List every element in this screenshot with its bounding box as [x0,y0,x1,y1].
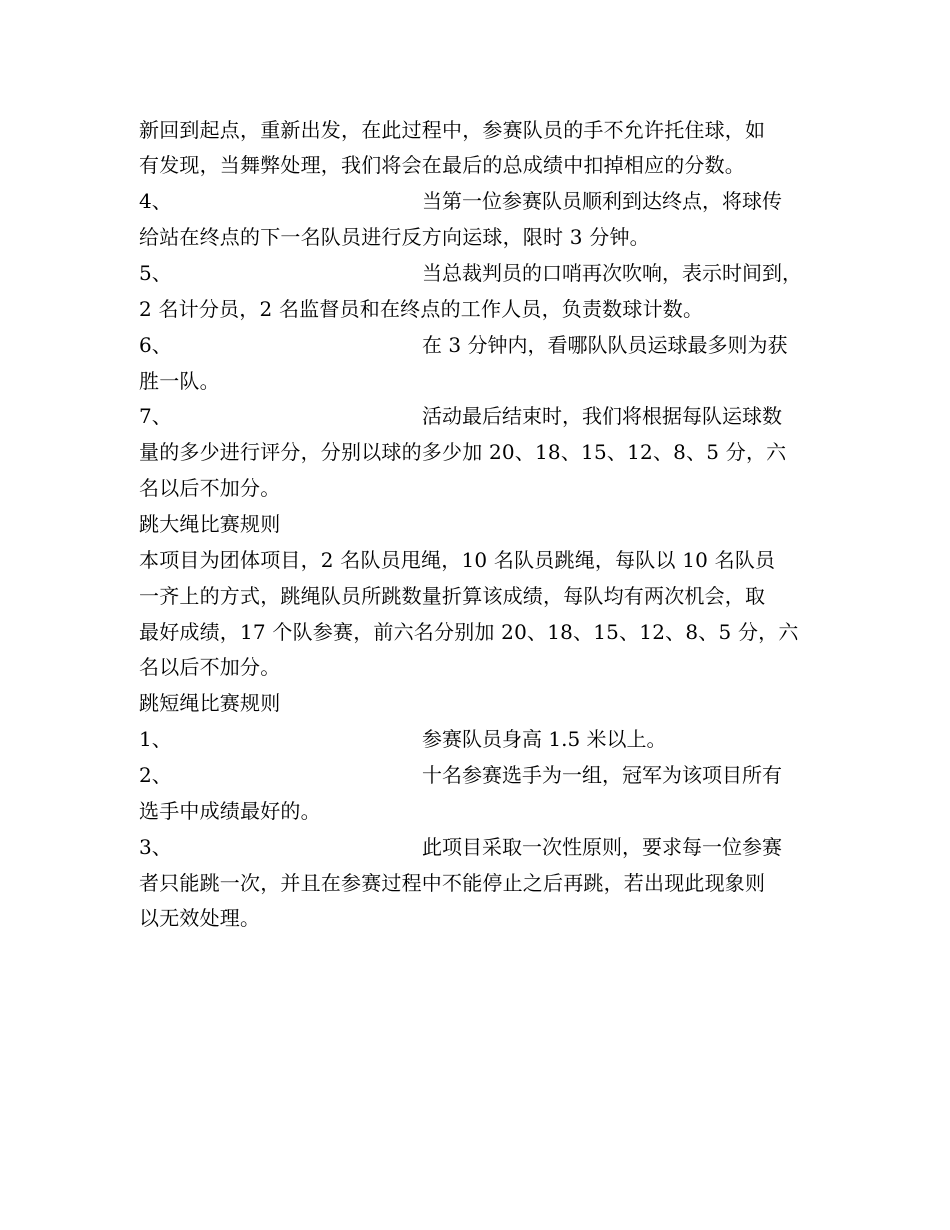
item-number: 4、 [139,189,172,213]
item-number: 1、 [139,727,172,751]
list-item [139,762,819,788]
text-line: 新回到起点，重新出发，在此过程中，参赛队员的手不允许托住球，如 [139,118,766,142]
text-line: 本项目为团体项目，2 名队员甩绳，10 名队员跳绳，每队以 10 名队员 [139,548,776,572]
text-line: 名以后不加分。 [139,655,281,679]
item-text: 参赛队员身高 1.5 米以上。 [422,727,667,751]
item-number: 3、 [139,835,172,859]
text-line: 给站在终点的下一名队员进行反方向运球，限时 3 分钟。 [139,225,650,249]
section-heading: 跳短绳比赛规则 [139,691,281,715]
text-line: 者只能跳一次，并且在参赛过程中不能停止之后再跳，若出现此现象则 [139,871,766,895]
text-line: 一齐上的方式，跳绳队员所跳数量折算该成绩，每队均有两次机会，取 [139,584,766,608]
item-number: 5、 [139,261,172,285]
text-line: 胜一队。 [139,369,220,393]
list-item [139,403,819,429]
text-line: 量的多少进行评分，分别以球的多少加 20、18、15、12、8、5 分，六 [139,440,787,464]
text-line: 名以后不加分。 [139,476,281,500]
item-text: 活动最后结束时，我们将根据每队运球数 [422,404,782,428]
item-text: 此项目采取一次性原则，要求每一位参赛 [422,835,782,859]
list-item [139,834,819,860]
list-item [139,332,819,358]
list-item [139,260,819,286]
list-item [139,188,819,214]
text-line: 以无效处理。 [139,906,261,930]
list-item [139,726,819,752]
item-number: 6、 [139,333,172,357]
item-text: 当总裁判员的口哨再次吹响，表示时间到， [422,261,802,285]
item-number: 2、 [139,763,172,787]
text-line: 最好成绩，17 个队参赛，前六名分别加 20、18、15、12、8、5 分，六 [139,620,799,644]
text-line: 选手中成绩最好的。 [139,799,321,823]
text-line: 2 名计分员，2 名监督员和在终点的工作人员，负责数球计数。 [139,297,704,321]
item-text: 当第一位参赛队员顺利到达终点，将球传 [422,189,782,213]
section-heading: 跳大绳比赛规则 [139,512,281,536]
item-text: 十名参赛选手为一组，冠军为该项目所有 [422,763,782,787]
text-line: 有发现，当舞弊处理，我们将会在最后的总成绩中扣掉相应的分数。 [139,153,745,177]
item-text: 在 3 分钟内，看哪队队员运球最多则为获 [422,333,788,357]
item-number: 7、 [139,404,172,428]
